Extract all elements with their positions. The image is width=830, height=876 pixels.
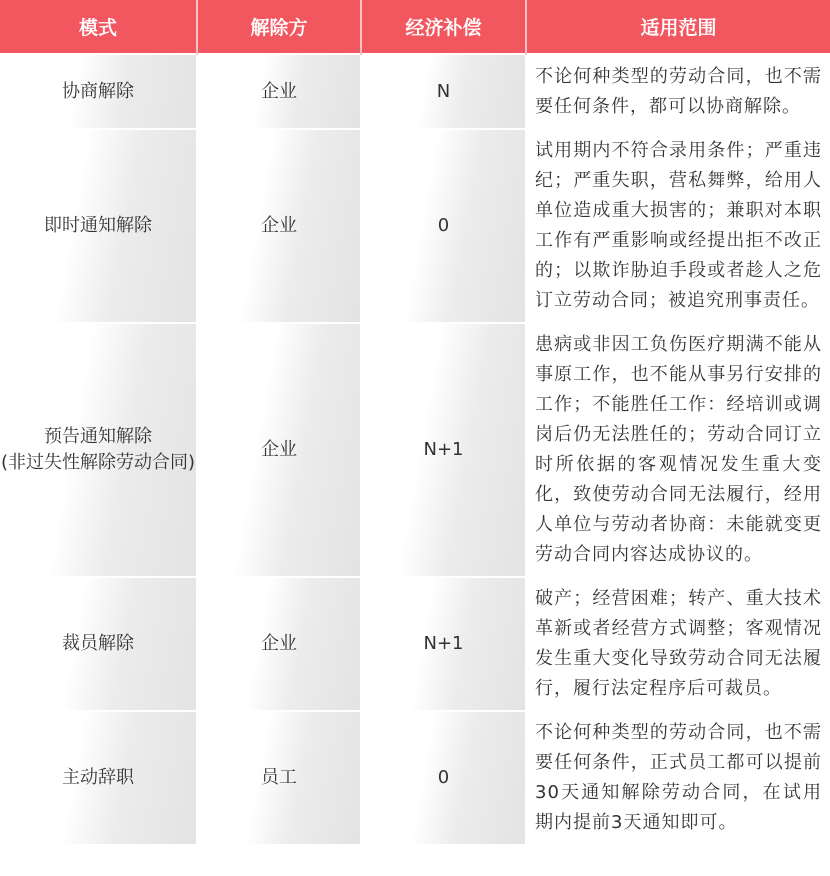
- table-row: [0, 323, 830, 577]
- compensation-cell: 0: [361, 711, 526, 844]
- scope-cell: 不论何种类型的劳动合同，也不需要任何条件，都可以协商解除。: [526, 54, 830, 129]
- mode-cell: 主动辞职: [0, 711, 197, 844]
- compensation-cell: N+1: [361, 577, 526, 711]
- header-scope: 适用范围: [526, 0, 830, 54]
- scope-cell: 不论何种类型的劳动合同，也不需要任何条件，正式员工都可以提前30天通知解除劳动合同，在试用期内提前3天通知即可。: [526, 711, 830, 844]
- table-header-row: [0, 0, 830, 54]
- header-mode: 模式: [0, 0, 197, 54]
- scope-cell: 试用期内不符合录用条件；严重违纪；严重失职，营私舞弊，给用人单位造成重大损害的；兼职对本职工作有严重影响或经提出拒不改正的；以欺诈胁迫手段或者趁人之危订立劳动合同；被追究刑事责任。: [526, 129, 830, 323]
- party-cell: 企业: [197, 129, 361, 323]
- table-row: [0, 577, 830, 711]
- mode-cell: 裁员解除: [0, 577, 197, 711]
- party-cell: 企业: [197, 54, 361, 129]
- table-row: [0, 129, 830, 323]
- scope-cell: 破产；经营困难；转产、重大技术革新或者经营方式调整；客观情况发生重大变化导致劳动合同无法履行，履行法定程序后可裁员。: [526, 577, 830, 711]
- compensation-cell: N+1: [361, 323, 526, 577]
- mode-cell: 预告通知解除 (非过失性解除劳动合同): [0, 323, 197, 577]
- party-cell: 企业: [197, 323, 361, 577]
- scope-cell: 患病或非因工负伤医疗期满不能从事原工作，也不能从事另行安排的工作；不能胜任工作：经培训或调岗后仍无法胜任的；劳动合同订立时所依据的客观情况发生重大变化，致使劳动合同无法履行，经用人单位与劳动者协商：未能就变更劳动合同内容达成协议的。: [526, 323, 830, 577]
- party-cell: 企业: [197, 577, 361, 711]
- table-row: [0, 54, 830, 129]
- mode-cell: 即时通知解除: [0, 129, 197, 323]
- party-cell: 员工: [197, 711, 361, 844]
- header-party: 解除方: [197, 0, 361, 54]
- compensation-cell: 0: [361, 129, 526, 323]
- mode-cell: 协商解除: [0, 54, 197, 129]
- table-row: [0, 711, 830, 844]
- compensation-cell: N: [361, 54, 526, 129]
- header-compensation: 经济补偿: [361, 0, 526, 54]
